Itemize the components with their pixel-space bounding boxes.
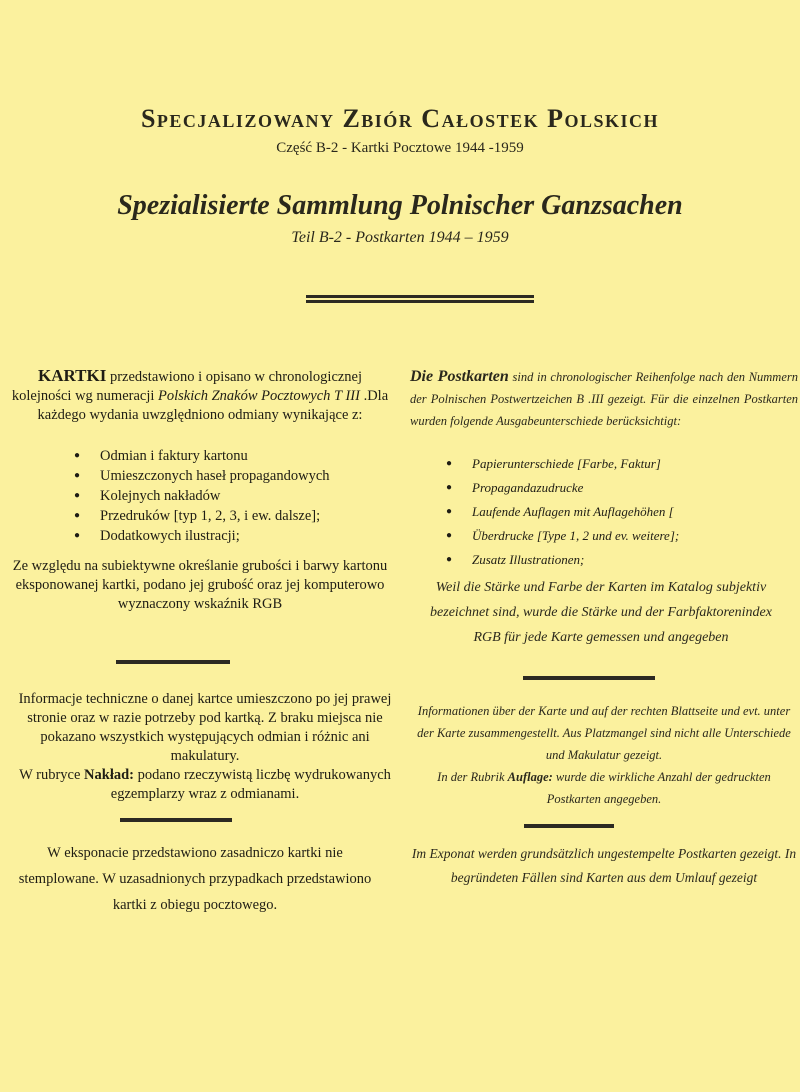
polish-paragraph-stamps: W eksponacie przedstawiono zasadniczo kartki nie stemplowane. W uzasadnionych przypadkach przedstawiono kartki z obiegu pocztowego. xyxy=(18,845,372,913)
page-title: Specjalizowany Zbiór Całostek Polskich xyxy=(140,104,660,133)
list-item: ● Przedruków [typ 1, 2, 3, i ew. dalsze]; xyxy=(74,506,384,526)
polish-intro-text-1: przedstawiono i opisano w chronologicznej kolejności wg numeracji xyxy=(11,369,363,404)
german-technical-text: Informationen über der Karte und auf der rechten Blattseite und evt. unter der Karte zusammengestellt. Aus Platzmangel sind nicht alle Unterschiede und Makulatur gezeigt. xyxy=(417,704,791,762)
section-divider xyxy=(116,660,230,664)
list-item: ● Papierunterschiede [Farbe, Faktur] xyxy=(446,452,786,476)
polish-intro-italic: Polskich Znaków Pocztowych T III xyxy=(158,388,360,404)
polish-naklad-label: Nakład: xyxy=(84,767,135,783)
german-paragraph-stamps: Im Exponat werden grundsätzlich ungestempelte Postkarten gezeigt. In begründeten Fällen sind Karten aus dem Umlauf gezeigt xyxy=(411,846,797,885)
german-bullet-list xyxy=(446,452,786,572)
polish-intro-lead: KARTKI xyxy=(37,366,107,385)
polish-technical-text: Informacje techniczne o danej kartce umieszczono po jej prawej stronie oraz w razie potrzeby pod kartką. Z braku miejsca nie pokazano wszystkich występujących odmian i różnic ani makulatury. xyxy=(18,691,392,764)
section-divider xyxy=(523,676,655,680)
page-subtitle: Część B-2 - Kartki Pocztowe 1944 -1959 xyxy=(276,140,524,156)
list-item: ● Zusatz Illustrationen; xyxy=(446,548,786,572)
polish-intro-text-2: .Dla każdego wydania uwzględniono odmiany wynikające z: xyxy=(37,388,389,423)
page-subtitle-german: Teil B-2 - Postkarten 1944 – 1959 xyxy=(291,229,509,246)
polish-bullet-list xyxy=(74,446,384,546)
section-divider xyxy=(120,818,232,822)
list-item: ● Überdrucke [Type 1, 2 und ev. weitere]; xyxy=(446,524,786,548)
german-intro-lead: Die Postkarten xyxy=(410,368,509,385)
german-paragraph-technical xyxy=(410,700,798,810)
german-paragraph-rgb: Weil die Stärke und Farbe der Karten im Katalog subjektiv bezeichnet sind, wurde die Stärke und der Farbfaktorenindex RGB für jede Karte gemessen und angegeben xyxy=(430,580,772,645)
list-item: ● Umieszczonych haseł propagandowych xyxy=(74,466,384,486)
list-item: ● Kolejnych nakładów xyxy=(74,486,384,506)
german-auflage-post: wurde die wirkliche Anzahl der gedruckten Postkarten angegeben. xyxy=(546,770,771,806)
polish-intro xyxy=(10,366,390,425)
header-divider xyxy=(306,295,534,303)
german-intro-text: sind in chronologischer Reihenfolge nach den Nummern der Polnischen Postwertzeichen B .III gezeigt. Für die einzelnen Postkarten wurden folgende Ausgabeunterschiede berücksichtigt: xyxy=(410,370,799,428)
polish-naklad-pre: W rubryce xyxy=(19,767,85,783)
list-item: ● Dodatkowych ilustracji; xyxy=(74,526,384,546)
german-auflage-label: Auflage: xyxy=(507,770,553,784)
german-auflage-pre: In der Rubrik xyxy=(437,770,508,784)
page-title-german: Spezialisierte Sammlung Polnischer Ganzsachen xyxy=(117,190,683,221)
list-item: ● Laufende Auflagen mit Auflagehöhen [ xyxy=(446,500,786,524)
german-intro xyxy=(410,366,798,432)
list-item: ● Propagandazudrucke xyxy=(446,476,786,500)
polish-paragraph-technical xyxy=(10,690,400,804)
polish-naklad-post: podano rzeczywistą liczbę wydrukowanych egzemplarzy wraz z odmianami. xyxy=(110,767,391,802)
section-divider xyxy=(524,824,614,828)
list-item: ● Odmian i faktury kartonu xyxy=(74,446,384,466)
polish-paragraph-rgb: Ze względu na subiektywne określanie grubości i barwy kartonu eksponowanej kartki, podano jej grubość oraz jej komputerowo wyznaczony wskaźnik RGB xyxy=(12,558,388,612)
